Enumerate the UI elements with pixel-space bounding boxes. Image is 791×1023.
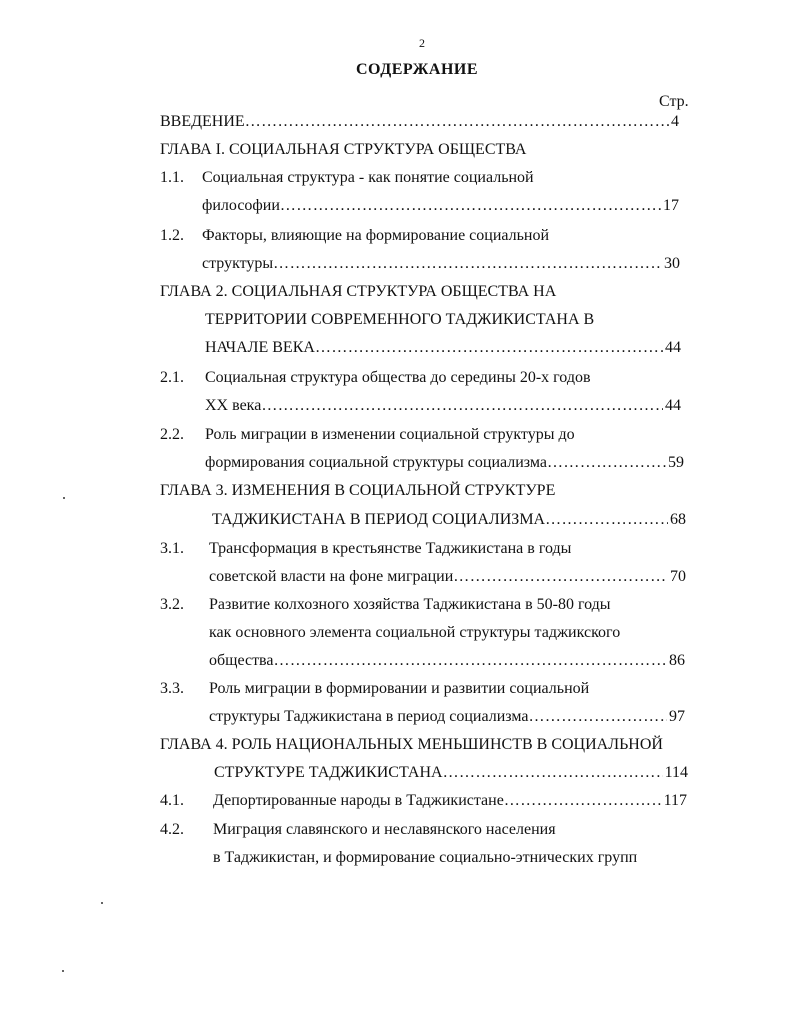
toc-section-1-1[interactable] — [202, 196, 679, 216]
toc-entry-text: Депортированные народы в Таджикистане — [213, 792, 504, 809]
toc-section-number: 4.2. — [160, 821, 184, 838]
toc-page-number: 30 — [664, 255, 680, 272]
toc-chapter-1-title[interactable]: ГЛАВА I. СОЦИАЛЬНАЯ СТРУКТУРА ОБЩЕСТВА — [160, 141, 527, 158]
toc-section-1-2[interactable] — [202, 254, 680, 274]
toc-page-number: 97 — [669, 708, 685, 725]
toc-entry-intro[interactable] — [160, 112, 679, 132]
toc-section-number: 1.1. — [160, 169, 184, 186]
toc-page-number: 59 — [668, 454, 684, 471]
toc-entry-text: СТРУКТУРЕ ТАДЖИКИСТАНА — [214, 764, 443, 781]
toc-page-number: 117 — [663, 792, 687, 809]
toc-section-number: 3.2. — [160, 596, 184, 613]
toc-entry-text: ТАДЖИКИСТАНА В ПЕРИОД СОЦИАЛИЗМА — [212, 511, 546, 528]
toc-entry-text: формирования социальной структуры социализма — [205, 454, 548, 471]
scan-speck — [63, 497, 65, 499]
toc-section-4-2-line2[interactable]: в Таджикистан, и формирование социально-этнических групп — [213, 849, 638, 866]
toc-section-number: 2.1. — [160, 369, 184, 386]
toc-entry-text: структуры — [202, 255, 274, 272]
toc-chapter-4-line1[interactable]: ГЛАВА 4. РОЛЬ НАЦИОНАЛЬНЫХ МЕНЬШИНСТВ В СОЦИАЛЬНОЙ — [160, 736, 663, 753]
toc-entry-text: ВВЕДЕНИЕ — [160, 113, 245, 130]
toc-chapter-2[interactable] — [205, 338, 681, 358]
toc-section-3-1-line1[interactable]: Трансформация в крестьянстве Таджикистана в годы — [209, 540, 572, 557]
page-number: 2 — [419, 36, 425, 50]
toc-section-number: 3.3. — [160, 680, 184, 697]
toc-section-2-2[interactable] — [205, 453, 684, 473]
toc-entry-text: советской власти на фоне миграции — [209, 568, 454, 585]
toc-section-3-2-line1[interactable]: Развитие колхозного хозяйства Таджикистана в 50-80 годы — [209, 596, 611, 613]
toc-page-number: 86 — [669, 652, 685, 669]
toc-entry-text: общества — [209, 652, 274, 669]
toc-section-number: 2.2. — [160, 426, 184, 443]
toc-section-number: 1.2. — [160, 227, 184, 244]
page-column-label: Стр. — [659, 93, 689, 110]
toc-chapter-4[interactable] — [214, 763, 688, 783]
toc-section-number: 3.1. — [160, 540, 184, 557]
toc-section-2-1[interactable] — [205, 396, 681, 416]
toc-section-2-1-line1[interactable]: Социальная структура общества до середины 20-х годов — [205, 369, 591, 386]
toc-entry-text: НАЧАЛЕ ВЕКА — [205, 339, 315, 356]
toc-section-3-1[interactable] — [209, 567, 686, 587]
toc-page-number: 68 — [670, 511, 686, 528]
toc-section-4-1[interactable] — [213, 791, 687, 811]
toc-chapter-3[interactable] — [212, 510, 686, 530]
toc-entry-text: структуры Таджикистана в период социализма — [209, 708, 529, 725]
toc-page-number: 4 — [671, 113, 679, 130]
toc-section-3-2[interactable] — [209, 651, 685, 671]
toc-page-number: 44 — [665, 397, 681, 414]
toc-section-3-2-line2[interactable]: как основного элемента социальной структуры таджикского — [209, 624, 621, 641]
scan-speck — [101, 902, 103, 904]
toc-page-number: 44 — [665, 339, 681, 356]
toc-section-1-1-line1[interactable]: Социальная структура - как понятие социальной — [202, 169, 534, 186]
toc-page-number: 114 — [664, 764, 688, 781]
toc-chapter-2-line2[interactable]: ТЕРРИТОРИИ СОВРЕМЕННОГО ТАДЖИКИСТАНА В — [205, 311, 595, 328]
toc-entry-text: XX века — [205, 397, 262, 414]
toc-chapter-2-line1[interactable]: ГЛАВА 2. СОЦИАЛЬНАЯ СТРУКТУРА ОБЩЕСТВА НА — [160, 283, 557, 300]
toc-section-4-2-line1[interactable]: Миграция славянского и неславянского населения — [213, 821, 556, 838]
scan-speck — [62, 970, 64, 972]
toc-chapter-3-line1[interactable]: ГЛАВА 3. ИЗМЕНЕНИЯ В СОЦИАЛЬНОЙ СТРУКТУРЕ — [160, 482, 556, 499]
toc-entry-text: философии — [202, 197, 280, 214]
toc-section-3-3[interactable] — [209, 707, 685, 727]
toc-section-1-2-line1[interactable]: Факторы, влияющие на формирование социальной — [202, 227, 550, 244]
toc-page-number: 17 — [663, 197, 679, 214]
page-title: СОДЕРЖАНИЕ — [356, 61, 479, 78]
toc-page-number: 70 — [670, 568, 686, 585]
toc-section-number: 4.1. — [160, 792, 184, 809]
toc-section-3-3-line1[interactable]: Роль миграции в формировании и развитии социальной — [209, 680, 590, 697]
toc-section-2-2-line1[interactable]: Роль миграции в изменении социальной структуры до — [205, 426, 575, 443]
